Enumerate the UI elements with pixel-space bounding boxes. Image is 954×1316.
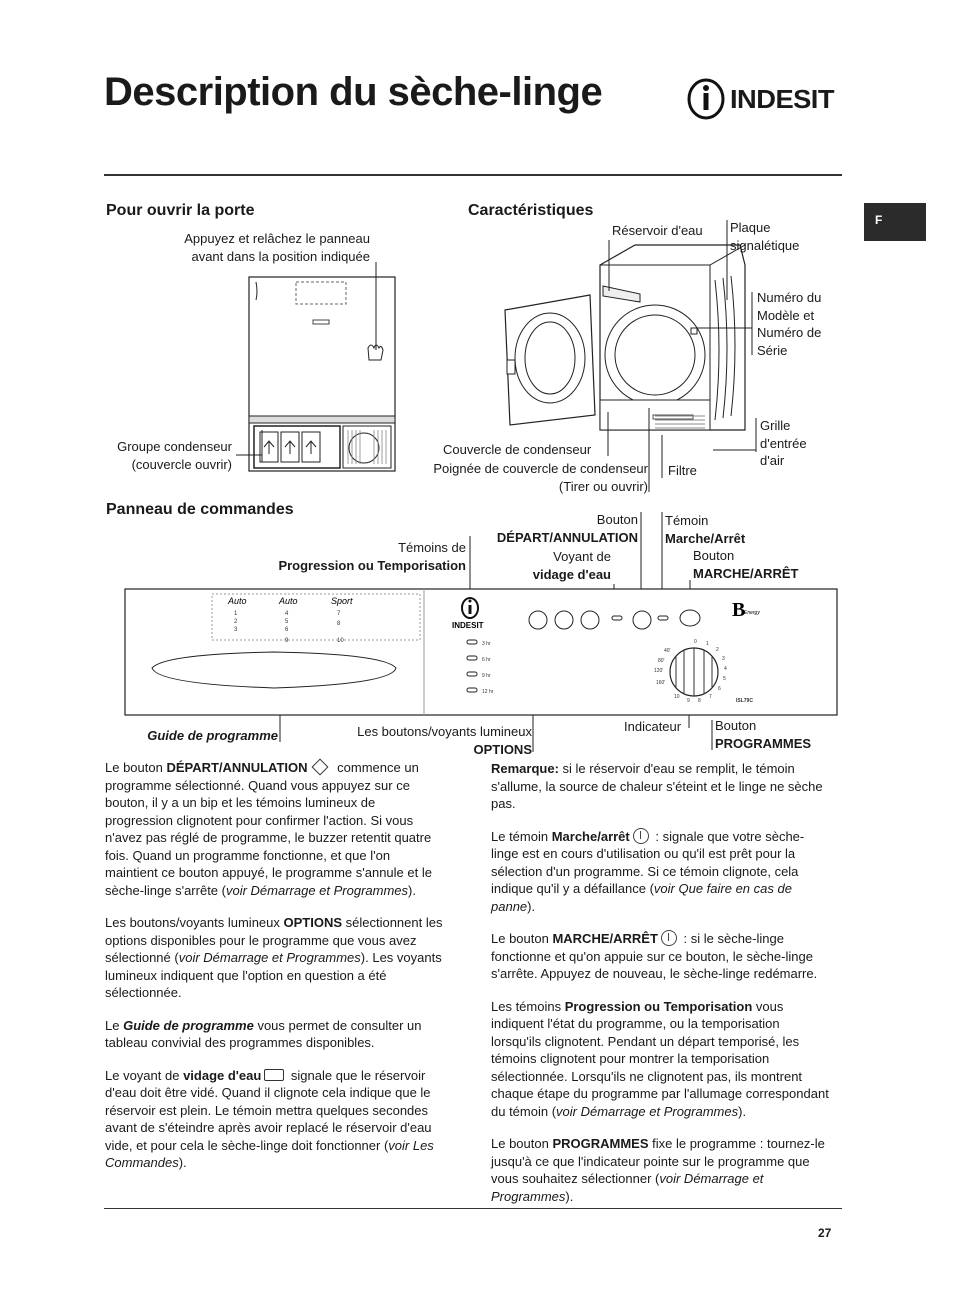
label-press-panel: Appuyez et relâchez le panneau avant dans la position indiquée bbox=[184, 231, 370, 264]
label-start-button: Bouton DÉPART/ANNULATION bbox=[496, 512, 638, 545]
prog-num: 1 bbox=[234, 611, 238, 617]
group-auto-1: Auto bbox=[228, 596, 247, 606]
paragraph: Le bouton DÉPART/ANNULATION commence un programme sélectionné. Quand vous appuyez sur ce bouton, il y a un bip et les témoins lumineux de progression clignotent pour confirmer l'action. Si vous n'avez pas réglé de programme, le buzzer retentit quatre fois. Quand un programme fonctionne, et que l'on maintient ce bouton appuyé, le programme s'annule et le sèche-linge s'arrête (voir Démarrage et Programmes). bbox=[105, 760, 432, 898]
label-handle: Poignée de couvercle de condenseur (Tirer ou ouvrir) bbox=[433, 461, 648, 494]
svg-text:0: 0 bbox=[694, 639, 697, 645]
section-door: Pour ouvrir la porte bbox=[106, 202, 255, 219]
page-number: 27 bbox=[818, 1226, 832, 1240]
paragraph: Les boutons/voyants lumineux OPTIONS sélectionnent les options disponibles pour le programme que vous avez sélectionné (voir Démarrage et Programmes). Les voyants lumineux indiquent que l'option en question a été sélectionnée. bbox=[105, 915, 443, 1000]
svg-text:6: 6 bbox=[718, 686, 721, 692]
brand-name: INDESIT bbox=[730, 84, 835, 114]
paragraph: Le bouton PROGRAMMES fixe le programme : tournez-le jusqu'à ce que l'indicateur pointe sur le programme que vous souhaitez sélectionner (voir Démarrage et Programmes). bbox=[491, 1136, 825, 1204]
label-onoff-button: Bouton MARCHE/ARRÊT bbox=[693, 548, 799, 581]
svg-text:80': 80' bbox=[658, 658, 665, 664]
svg-text:120': 120' bbox=[654, 668, 664, 674]
group-sport: Sport bbox=[331, 596, 353, 606]
control-panel-illustration bbox=[124, 588, 838, 716]
svg-text:8: 8 bbox=[698, 698, 701, 704]
svg-text:3: 3 bbox=[722, 656, 725, 662]
svg-text:ISL79C: ISL79C bbox=[736, 698, 753, 704]
svg-text:9: 9 bbox=[687, 698, 690, 704]
prog-num: 8 bbox=[337, 621, 341, 627]
label-progress-leds: Témoins de Progression ou Temporisation bbox=[278, 540, 466, 573]
label-indicator: Indicateur bbox=[624, 719, 682, 734]
svg-text:1: 1 bbox=[706, 641, 709, 647]
svg-text:6 hr: 6 hr bbox=[482, 657, 491, 663]
energy-word: Energy bbox=[744, 610, 760, 616]
label-guide: Guide de programme bbox=[147, 728, 278, 743]
label-model-number: Numéro du Modèle et Numéro de Série bbox=[757, 290, 822, 358]
language-tab: F bbox=[864, 203, 926, 241]
svg-text:9 hr: 9 hr bbox=[482, 673, 491, 679]
label-reservoir: Réservoir d'eau bbox=[612, 223, 703, 238]
prog-num: 9 bbox=[285, 638, 289, 644]
paragraph: Remarque: si le réservoir d'eau se remplit, le témoin s'allume, la source de chaleur s'éteint et le linge ne sèche pas. bbox=[491, 761, 823, 811]
label-filter: Filtre bbox=[668, 463, 697, 478]
prog-num: 4 bbox=[285, 611, 289, 617]
paragraph: Le témoin Marche/arrêt : signale que votre sèche-linge est en cours d'utilisation ou qu'il est prêt pour la sélection d'un programme. Si ce témoin clignote, cela indique qu'il y a défaillance (voir Que faire en cas de panne). bbox=[491, 828, 805, 914]
label-condenser-cover: Couvercle de condenseur bbox=[443, 442, 592, 457]
panel-brand: INDESIT bbox=[452, 621, 484, 630]
onoff-led bbox=[658, 616, 668, 620]
energy-class: B bbox=[732, 599, 746, 621]
prog-num: 2 bbox=[234, 619, 238, 625]
group-auto-2: Auto bbox=[279, 596, 298, 606]
svg-text:4: 4 bbox=[724, 666, 727, 672]
label-grille: Grille d'entrée d'air bbox=[760, 418, 807, 468]
paragraph: Les témoins Progression ou Temporisation vous indiquent l'état du programme, ou la temporisation lorsqu'ils clignotent. Pendant un départ temporisé, les témoins clignotent pour montrer la temporisation sélectionnée. Lorsqu'ils ne clignotent pas, ils montrent chaque étape du programme par l'allumage correspondant du témoin (voir Démarrage et Programmes). bbox=[491, 998, 829, 1119]
paragraph: Le voyant de vidage d'eau signale que le réservoir d'eau doit être vidé. Quand il clignote cela indique que le réservoir est plein. Le témoin mettra quelques secondes avant de s'éteindre après avoir replacé le réservoir d'eau vide, et pour cela le sèche-linge doit fonctionner (voir Les Commandes). bbox=[105, 1067, 434, 1170]
paragraph: Le bouton MARCHE/ARRÊT : si le sèche-linge fonctionne et qu'on appuie sur ce bouton, le sèche-linge s'arrête. Appuyez de nouveau, le sèche-linge redémarre. bbox=[491, 931, 818, 981]
start-button[interactable] bbox=[633, 611, 651, 629]
label-plate: Plaque signalétique bbox=[730, 220, 800, 253]
label-options: Les boutons/voyants lumineux OPTIONS bbox=[357, 724, 532, 757]
paragraph: Le Guide de programme vous permet de consulter un tableau convivial des programmes disponibles. bbox=[105, 1017, 422, 1050]
prog-num: 3 bbox=[234, 627, 238, 633]
svg-text:12 hr: 12 hr bbox=[482, 689, 494, 695]
program-dial[interactable] bbox=[670, 648, 718, 696]
start-diamond-icon bbox=[311, 759, 328, 776]
svg-text:5: 5 bbox=[723, 676, 726, 682]
onoff-button[interactable] bbox=[680, 610, 700, 626]
water-tank-icon bbox=[264, 1069, 284, 1081]
power-icon bbox=[661, 930, 677, 946]
page-title: Description du sèche-linge bbox=[104, 70, 603, 114]
right-column bbox=[491, 760, 831, 1220]
section-features: Caractéristiques bbox=[468, 202, 594, 219]
svg-text:10: 10 bbox=[674, 694, 680, 700]
label-condenser-group: Groupe condenseur (couvercle ouvrir) bbox=[117, 439, 232, 472]
svg-text:160': 160' bbox=[656, 680, 666, 686]
svg-text:2: 2 bbox=[716, 647, 719, 653]
prog-num: 5 bbox=[285, 619, 289, 625]
prog-num: 10 bbox=[337, 638, 344, 644]
svg-text:7: 7 bbox=[709, 694, 712, 700]
power-icon bbox=[633, 828, 649, 844]
svg-text:40': 40' bbox=[664, 648, 671, 654]
svg-text:3 hr: 3 hr bbox=[482, 641, 491, 647]
label-drain-led: Voyant de vidage d'eau bbox=[532, 549, 611, 582]
footer-rule bbox=[104, 1208, 842, 1209]
section-panel: Panneau de commandes bbox=[106, 501, 294, 518]
left-column bbox=[105, 759, 445, 1187]
label-onoff-led: Témoin Marche/Arrêt bbox=[665, 513, 746, 546]
label-programs-button: Bouton PROGRAMMES bbox=[715, 718, 812, 751]
prog-num: 6 bbox=[285, 627, 289, 633]
prog-num: 7 bbox=[337, 611, 341, 617]
